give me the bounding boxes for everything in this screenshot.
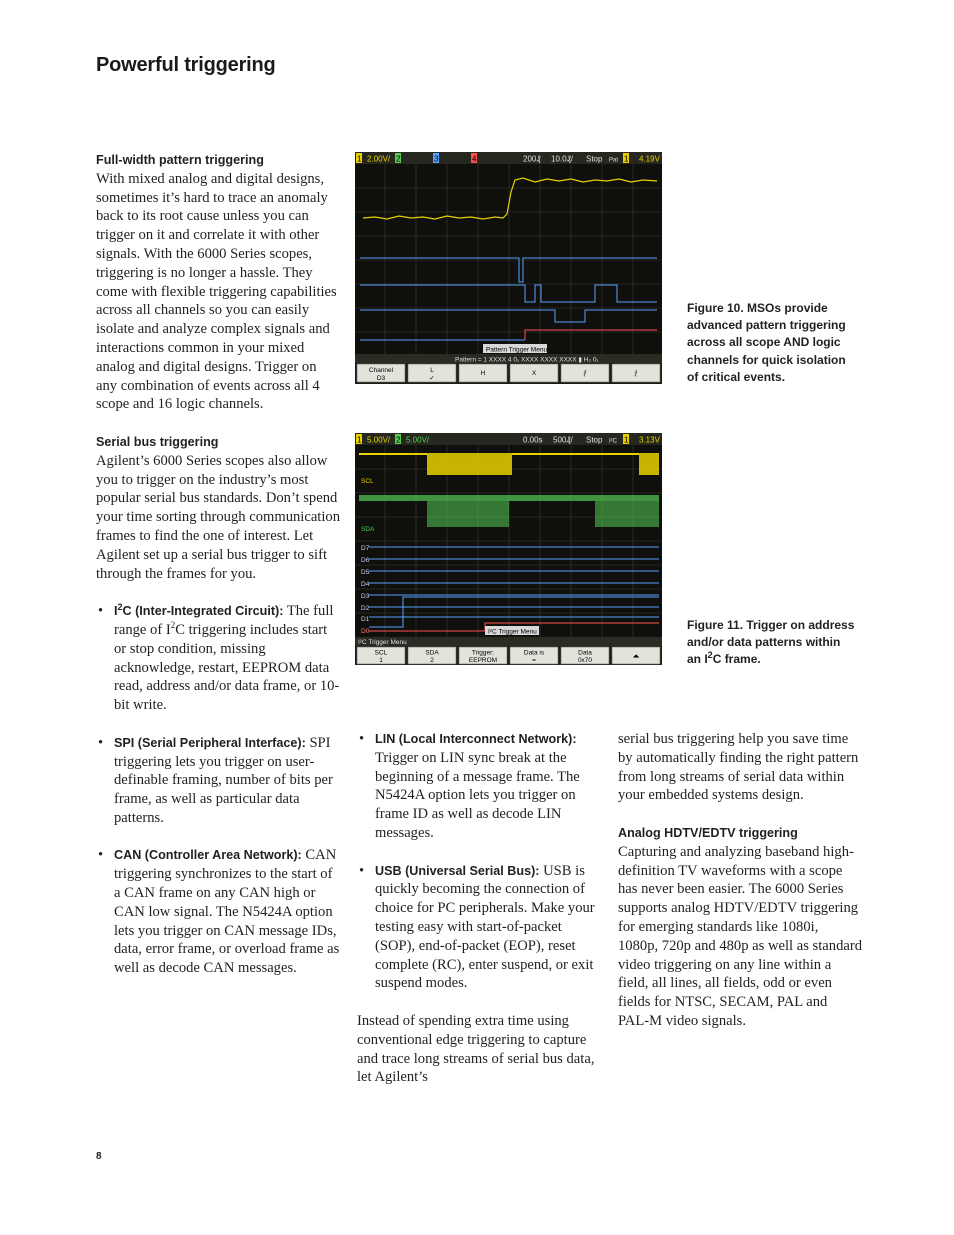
list-item-can [96, 846, 340, 978]
label-d7: D7 [361, 545, 370, 552]
softkey-label: SCL [374, 649, 388, 657]
bullet-text-spi: SPI triggering lets you trigger on user-definable framing, number of bits per frame, as well as particular data patterns. [114, 734, 333, 826]
list-item-i2c [96, 602, 340, 715]
back-arrow-icon: ⏶ [632, 651, 640, 661]
figure-10-caption: Figure 10. MSOs provide advanced pattern triggering across all scope AND logic channels for quick isolation of critical events. [687, 301, 846, 384]
figure-11-caption: Figure 11. Trigger on address and/or data patterns within an $I^2C$ frame. [687, 618, 855, 667]
bullet-text-usb: USB is quickly becoming the connection of choice for PC peripherals. Make your testing easy with start-of-packet (SOP), end-of-packet (EOP), reset complete (RC), enter suspend, or exit suspend modes. [375, 862, 595, 992]
run-state: Stop [586, 154, 603, 164]
label-scl: SCL [361, 478, 374, 485]
softkey-label: Channel [368, 367, 394, 374]
label-sda: SDA [361, 526, 375, 533]
time-scale: 10.0₰/ [551, 154, 573, 164]
heading-hdtv: Analog HDTV/EDTV triggering [618, 825, 798, 840]
column-1 [96, 151, 340, 978]
trigger-level: 4.19V [639, 154, 660, 164]
label-d2: D2 [361, 605, 370, 612]
trigger-channel: 1 [624, 154, 629, 164]
bullet-text-i2c: The full range of $I^2C$ triggering includes start or stop condition, missing acknowledge, restart, EEPROM data read, address and/or data frame, or 10-bit write. [114, 603, 340, 714]
paragraph-serial-bus: Agilent’s 6000 Series scopes also allow you to trigger on the industry’s most popular serial bus standards. Don’t spend your time sorting through communication frames to find the one of interest. Let Agilent set up a serial bus trigger to sift through the frames for you. [96, 452, 341, 582]
figure-10-scope-screenshot [355, 152, 662, 384]
trigger-mode: I²C [609, 438, 617, 445]
label-d6: D6 [361, 557, 370, 564]
softkey-label: ⨍ [583, 370, 587, 377]
pattern-readout: Pattern = 1 XXXX 4 0₁ XXXX XXXX XXXX ▮ H₂ 0₁ [455, 356, 599, 364]
trigger-mode: Pat [609, 157, 619, 164]
softkey-label: H [480, 370, 486, 377]
trigger-channel: 1 [624, 435, 629, 445]
run-state: Stop [586, 435, 603, 445]
label-d4: D4 [361, 581, 370, 588]
softkey-label: SDA [425, 649, 439, 657]
paragraph-serial-end: serial bus triggering help you save time by automatically finding the right pattern from long streams of serial data within your embedded systems design. [618, 731, 859, 804]
bullet-icon: • [98, 603, 104, 620]
menu-left-label: I²C Trigger Menu [358, 639, 407, 646]
trigger-level: 3.13V [639, 435, 660, 445]
ch1-scale: 5.00V/ [367, 435, 391, 445]
paragraph-serial-continue: Instead of spending extra time using conventional edge triggering to capture and trace long streams of serial bus data, let Agilent’s [357, 1012, 595, 1086]
figure-11-scope-screenshot [355, 433, 662, 665]
list-item-spi [96, 734, 340, 828]
softkey-value: D3 [376, 375, 386, 382]
softkey-value: 0x70 [577, 657, 593, 664]
ch2-scale: 5.00V/ [406, 435, 430, 445]
label-d5: D5 [361, 569, 370, 576]
list-item-lin [357, 730, 601, 843]
softkey-value: 1 [379, 657, 383, 664]
paragraph-pattern-triggering: With mixed analog and digital designs, sometimes it’s hard to trace an anomaly back to its root cause unless you can trigger on it and correlate it with other signals. With the 6000 Series scopes, triggering is no longer a hassle. They come with flexible triggering capabilities across all channels so you can easily isolate and analyze complex signals and interactions common in your mixed analog and digital designs. Trigger on any combination of events across all 4 scope and 16 logic channels. [96, 170, 337, 413]
bullet-heading-can: CAN (Controller Area Network): [114, 848, 302, 863]
column-3 [618, 730, 862, 1031]
ch4-number: 4 [472, 154, 477, 164]
graticule-area [355, 164, 662, 354]
softkey-label: Data [578, 649, 592, 657]
time-scale: 500₰/ [553, 435, 573, 445]
paragraph-hdtv: Capturing and analyzing baseband high-definition TV waveforms with a scope has never been easier. The 6000 Series supports analog HDTV/EDTV triggering for emerging standards like 1080i, 1080p, 720p and 480p as well as standard video triggering on any line within a field, all lines, all fields, odd or even fields for NTSC, SECAM, PAL and PAL-M video signals. [618, 843, 862, 1029]
list-item-usb [357, 862, 601, 994]
time-position: 0.00s [523, 435, 543, 445]
softkey-label: X [531, 370, 537, 377]
heading-serial-bus-triggering: Serial bus triggering [96, 434, 219, 449]
softkey-value: EEPROM [468, 657, 498, 664]
bullet-icon: • [98, 734, 104, 751]
softkey-value: 2 [430, 657, 434, 664]
bullet-text-lin: Trigger on LIN sync break at the beginning of a message frame. The N5424A option lets you trigger on frame ID as well as decode LIN messages. [375, 749, 580, 841]
bullet-icon: • [98, 847, 104, 864]
softkey-label: Trigger: [471, 649, 495, 657]
menu-title: I²C Trigger Menu [488, 628, 537, 636]
heading-pattern-triggering: Full-width pattern triggering [96, 153, 264, 167]
bullet-heading-spi: SPI (Serial Peripheral Interface): [114, 735, 306, 750]
label-d3: D3 [361, 593, 370, 600]
softkey-label: L [430, 367, 434, 374]
menu-title: Pattern Trigger Menu [486, 346, 548, 354]
page-title: Powerful triggering [96, 54, 276, 76]
softkey-value: = [532, 657, 536, 664]
label-d1: D1 [361, 616, 370, 623]
bullet-heading-i2c: $I^2C$ (Inter-Integrated Circuit): [114, 601, 284, 619]
time-position: 200₰ [523, 154, 541, 164]
ch2-number: 2 [396, 435, 401, 445]
ch1-number: 1 [357, 435, 362, 445]
ch2-number: 2 [396, 154, 401, 164]
softkey-label: Data is [523, 649, 545, 657]
bullet-icon: • [359, 862, 365, 879]
column-2 [357, 730, 601, 1087]
ch3-number: 3 [434, 154, 439, 164]
softkey-value: ✓ [429, 375, 435, 382]
softkey-label: ⨍ [634, 370, 638, 377]
ch1-scale: 2.00V/ [367, 154, 391, 164]
ch1-number: 1 [357, 154, 362, 164]
label-d0: D0 [361, 628, 370, 635]
bullet-heading-usb: USB (Universal Serial Bus): [375, 863, 540, 878]
page-number: 8 [96, 1151, 102, 1162]
bullet-heading-lin: LIN (Local Interconnect Network): [375, 732, 577, 746]
bullet-icon: • [359, 731, 365, 747]
bullet-text-can: CAN triggering synchronizes to the start of a CAN frame on any CAN high or CAN low signal. The N5424A option lets you trigger on CAN message IDs, data, error frame, or overload frame as well as decode CAN messages. [114, 847, 340, 977]
